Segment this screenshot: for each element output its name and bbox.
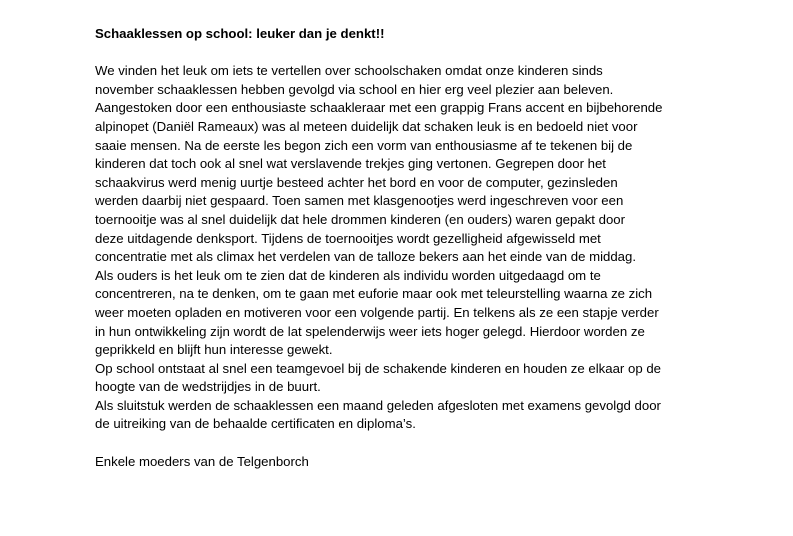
document-body [95, 62, 705, 434]
document-title: Schaaklessen op school: leuker dan je denkt!! [95, 26, 385, 41]
body-line: toernooitje was al snel duidelijk dat hele drommen kinderen (en ouders) waren gepakt door [95, 211, 626, 227]
body-line: concentreren, na te denken, om te gaan met euforie maar ook met teleurstelling waarna ze zich [95, 286, 653, 302]
body-line: hoogte van de wedstrijdjes in de buurt. [95, 379, 321, 395]
body-line: kinderen dat toch ook al snel wat verslavende trekjes ging vertonen. Gegrepen door het [95, 156, 606, 172]
body-line: november schaaklessen hebben gevolgd via school en hier erg veel plezier aan beleven. [95, 81, 614, 97]
body-line: geprikkeld en blijft hun interesse gewekt. [95, 342, 333, 358]
body-line: Op school ontstaat al snel een teamgevoel bij de schakende kinderen en houden ze elkaar op de [95, 360, 661, 376]
body-line: Als sluitstuk werden de schaaklessen een maand geleden afgesloten met examens gevolgd door [95, 397, 661, 413]
blank-line [95, 44, 705, 63]
body-line: werden daarbij niet gespaard. Toen samen met klasgenootjes werd ingeschreven voor een [95, 193, 624, 209]
body-line: We vinden het leuk om iets te vertellen over schoolschaken omdat onze kinderen sinds [95, 63, 603, 79]
body-line: Als ouders is het leuk om te zien dat de kinderen als individu worden uitgedaagd om te [95, 267, 601, 283]
body-line: saaie mensen. Na de eerste les begon zich een vorm van enthousiasme af te tekenen bij de [95, 137, 633, 153]
body-line: concentratie met als climax het verdelen van de talloze bekers aan het einde van de middag. [95, 249, 637, 265]
blank-line [95, 434, 705, 453]
document-signature: Enkele moeders van de Telgenborch [95, 453, 309, 469]
body-line: weer moeten opladen en motiveren voor een volgende partij. En telkens als ze een stapje verder [95, 304, 659, 320]
body-line: alpinopet (Daniël Rameaux) was al meteen duidelijk dat schaken leuk is en bedoeld niet voor [95, 118, 638, 134]
body-line: in hun ontwikkeling zijn wordt de lat spelenderwijs weer iets hoger gelegd. Hierdoor worden ze [95, 323, 645, 339]
body-line: de uitreiking van de behaalde certificaten en diploma’s. [95, 416, 416, 432]
body-line: Aangestoken door een enthousiaste schaakleraar met een grappig Frans accent en bijbehorende [95, 100, 663, 116]
body-line: deze uitdagende denksport. Tijdens de toernooitjes wordt gezelligheid afgewisseld met [95, 230, 601, 246]
document-page [95, 25, 705, 471]
body-line: schaakvirus werd menig uurtje besteed achter het bord en voor de computer, gezinsleden [95, 174, 618, 190]
